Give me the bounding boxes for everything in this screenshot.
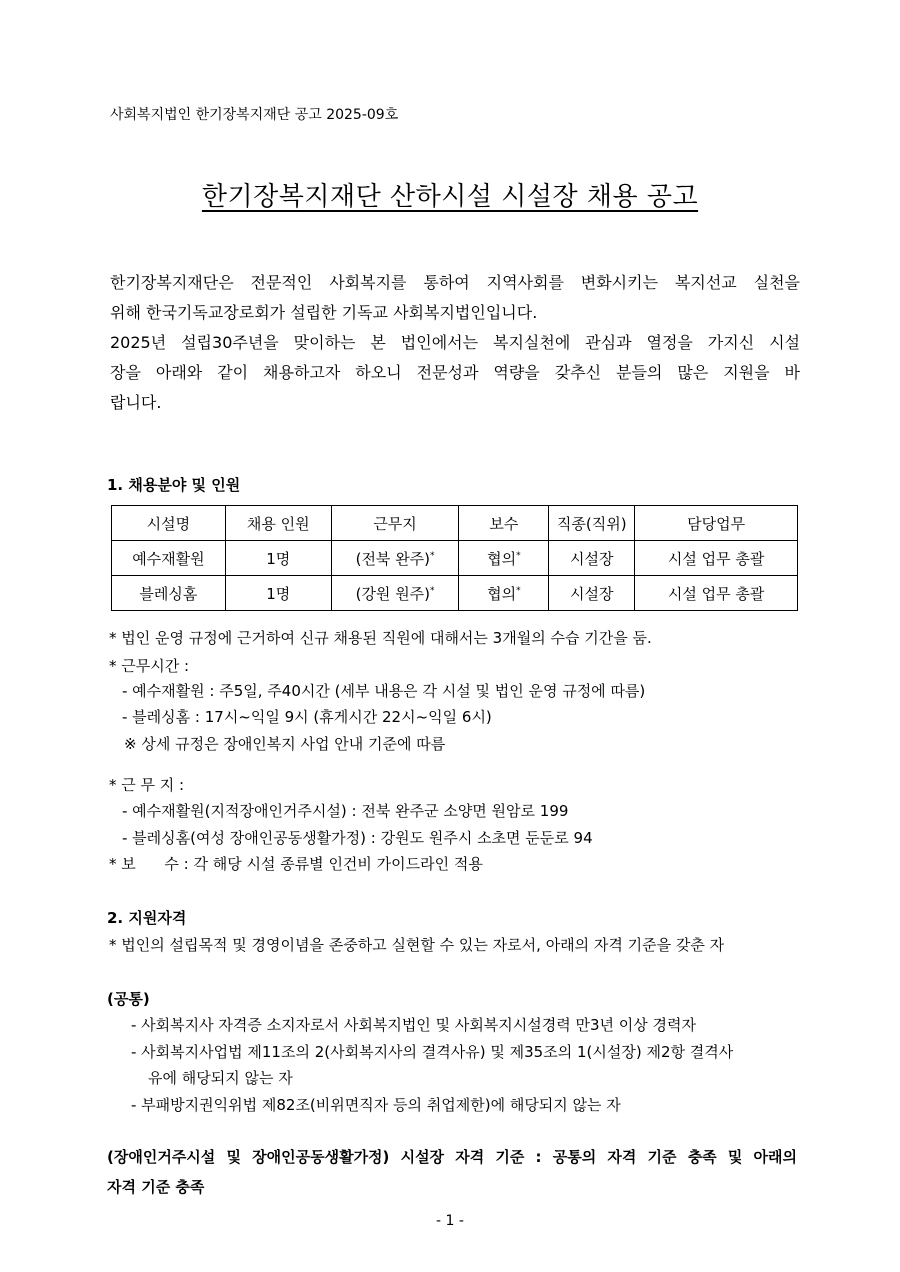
location-item: - 예수재활원(지적장애인거주시설) : 전북 완주군 소양면 원암로 199 <box>122 802 569 820</box>
table-header-cell: 담당업무 <box>635 506 798 541</box>
intro-line: 2025년 설립30주년을 맞이하는 본 법인에서는 복지실천에 관심과 열정을 가지신 시설 <box>110 333 800 352</box>
hours-title: * 근무시간 : <box>109 657 190 675</box>
qualification-intro: * 법인의 설립목적 및 경영이념을 존중하고 실현할 수 있는 자로서, 아래의 자격 기준을 갖춘 자 <box>109 936 725 954</box>
location-text: (전북 완주) <box>355 549 431 568</box>
footnote-mark: * <box>430 585 435 596</box>
section-2-title: 2. 지원자격 <box>107 909 187 927</box>
common-item: - 사회복지사 자격증 소지자로서 사회복지법인 및 사회복지시설경력 만3년 이상 경력자 <box>131 1016 697 1034</box>
footnote-mark: * <box>430 550 435 561</box>
notice-number: 사회복지법인 한기장복지재단 공고 2025-09호 <box>110 107 399 123</box>
table-row <box>112 576 798 611</box>
table-header-cell: 보수 <box>459 506 549 541</box>
hours-item: - 블레싱홈 : 17시~익일 9시 (휴게시간 22시~익일 6시) <box>122 708 492 726</box>
location-item: - 블레싱홈(여성 장애인공동생활가정) : 강원도 원주시 소초면 둔둔로 94 <box>122 829 593 847</box>
pay-text: 협의 <box>487 584 517 603</box>
intro-line: 장을 아래와 같이 채용하고자 하오니 전문성과 역량을 갖추신 분들의 많은 지원을 바 <box>110 363 800 382</box>
position-cell: 시설장 <box>549 576 635 611</box>
common-title: (공통) <box>107 990 150 1008</box>
common-item: - 부패방지권익위법 제82조(비위면직자 등의 취업제한)에 해당되지 않는 자 <box>131 1096 621 1114</box>
location-text: (강원 원주) <box>355 584 431 603</box>
intro-line: 위해 한국기독교장로회가 설립한 기독교 사회복지법인입니다. <box>110 303 538 322</box>
count-cell: 1명 <box>225 541 331 576</box>
position-cell: 시설장 <box>549 541 635 576</box>
count-cell: 1명 <box>225 576 331 611</box>
table-header-cell: 시설명 <box>112 506 226 541</box>
intro-paragraph <box>110 268 800 418</box>
intro-line: 한기장복지재단은 전문적인 사회복지를 통하여 지역사회를 변화시키는 복지선교 실천을 <box>110 273 800 292</box>
pay-note: * 보 수 : 각 해당 시설 종류별 인건비 가이드라인 적용 <box>109 855 483 873</box>
table-header-cell: 직종(직위) <box>549 506 635 541</box>
pay-cell <box>459 576 549 611</box>
pay-cell <box>459 541 549 576</box>
pay-text: 협의 <box>487 549 517 568</box>
footnote-mark: * <box>516 550 521 561</box>
table-header-cell: 근무지 <box>331 506 459 541</box>
location-title: * 근 무 지 : <box>109 776 185 794</box>
page-title: 한기장복지재단 산하시설 시설장 채용 공고 <box>201 182 699 212</box>
common-item-continued: 유에 해당되지 않는 자 <box>148 1069 293 1087</box>
table-header-cell: 채용 인원 <box>225 506 331 541</box>
page-number: - 1 - <box>436 1213 464 1229</box>
location-cell <box>331 576 459 611</box>
hours-item: ※ 상세 규정은 장애인복지 사업 안내 기준에 따름 <box>124 735 446 753</box>
location-cell <box>331 541 459 576</box>
common-item: - 사회복지사업법 제11조의 2(사회복지사의 결격사유) 및 제35조의 1(시설장) 제2항 결격사 <box>131 1043 734 1061</box>
section-1-title: 1. 채용분야 및 인원 <box>107 476 241 494</box>
hours-item: - 예수재활원 : 주5일, 주40시간 (세부 내용은 각 시설 및 법인 운영 규정에 따름) <box>122 682 646 700</box>
facility-qualification-line: (장애인거주시설 및 장애인공동생활가정) 시설장 자격 기준 : 공통의 자격 기준 충족 및 아래의 <box>107 1148 797 1166</box>
table-row <box>112 541 798 576</box>
recruitment-table <box>111 505 798 611</box>
facility-cell: 블레싱홈 <box>112 576 226 611</box>
probation-note: * 법인 운영 규정에 근거하여 신규 채용된 직원에 대해서는 3개월의 수습 기간을 둠. <box>109 629 652 647</box>
facility-qualification-line: 자격 기준 충족 <box>107 1178 205 1196</box>
intro-line: 랍니다. <box>110 393 162 412</box>
facility-qualification-heading <box>107 1142 797 1202</box>
duty-cell: 시설 업무 총괄 <box>635 576 798 611</box>
duty-cell: 시설 업무 총괄 <box>635 541 798 576</box>
footnote-mark: * <box>516 585 521 596</box>
facility-cell: 예수재활원 <box>112 541 226 576</box>
table-header-row <box>112 506 798 541</box>
